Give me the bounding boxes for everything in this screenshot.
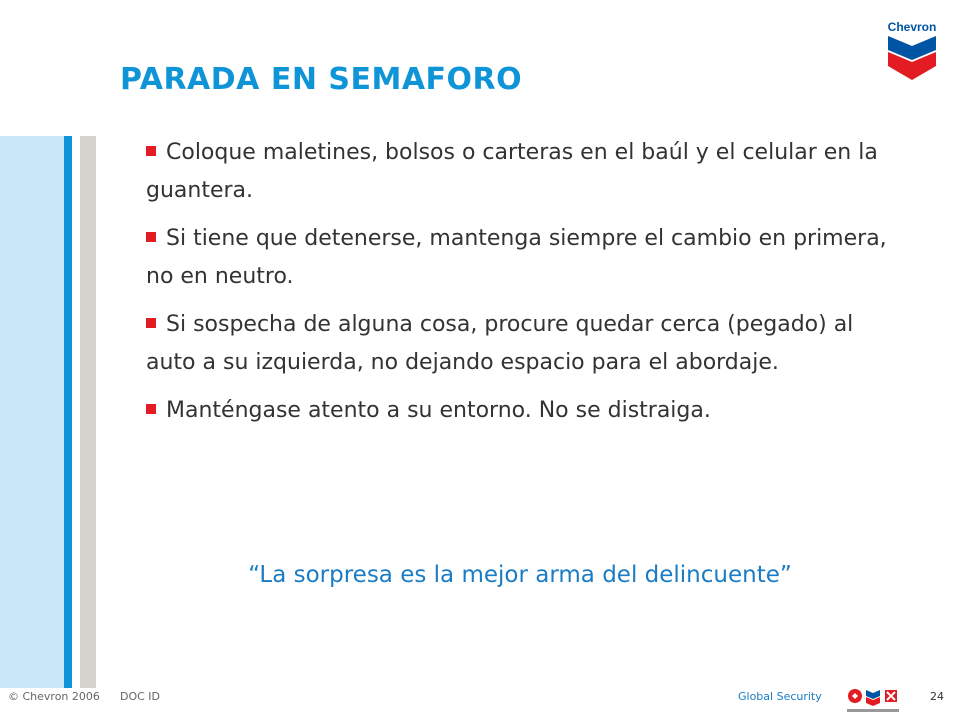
- bullet-text: Si tiene que detenerse, mantenga siempre el cambio en primera, no en neutro.: [146, 226, 887, 289]
- footer-copyright: © Chevron 2006: [8, 690, 100, 703]
- bullet-item: [146, 392, 906, 430]
- page-number: 24: [930, 690, 944, 703]
- left-band-light: [0, 136, 64, 688]
- bullet-square-icon: [146, 404, 156, 414]
- bullet-square-icon: [146, 232, 156, 242]
- left-band-gray: [80, 136, 96, 688]
- quote-text: “La sorpresa es la mejor arma del delincuente”: [248, 562, 792, 588]
- bullet-list: [146, 134, 906, 440]
- bullet-item: [146, 134, 906, 210]
- chevron-logo-icon: [884, 18, 940, 82]
- left-band-blue: [64, 136, 72, 688]
- bullet-text: Coloque maletines, bolsos o carteras en el baúl y el celular en la guantera.: [146, 140, 878, 203]
- footer-doc-id: DOC ID: [120, 690, 161, 703]
- bullet-text: Si sospecha de alguna cosa, procure quedar cerca (pegado) al auto a su izquierda, no dejando espacio para el abordaje.: [146, 312, 854, 375]
- bullet-square-icon: [146, 318, 156, 328]
- bullet-square-icon: [146, 146, 156, 156]
- bullet-item: [146, 306, 906, 382]
- footer-department: Global Security: [738, 690, 822, 703]
- left-band-gap: [72, 136, 80, 688]
- family-of-brands-logo-icon: [845, 686, 901, 716]
- logo-text: Chevron: [887, 20, 937, 34]
- bullet-item: [146, 220, 906, 296]
- bullet-text: Manténgase atento a su entorno. No se distraiga.: [166, 398, 711, 423]
- slide-title: PARADA EN SEMAFORO: [120, 62, 523, 97]
